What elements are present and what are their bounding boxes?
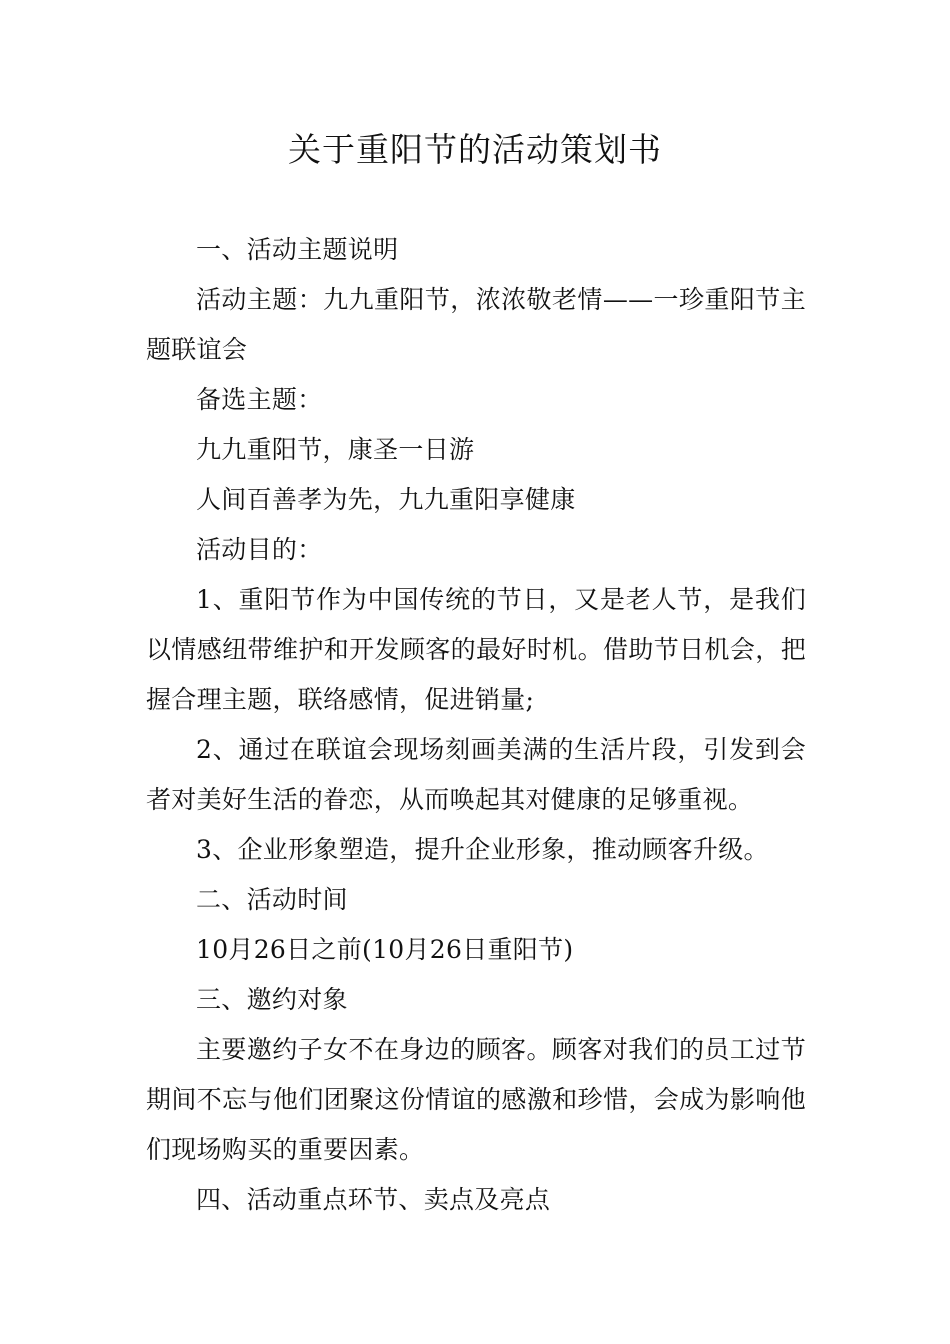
paragraph-time: 10月26日之前(10月26日重阳节) (196, 935, 574, 964)
document-body (146, 225, 806, 1225)
paragraph-purpose-2: 2、通过在联谊会现场刻画美满的生活片段，引发到会者对美好生活的眷恋，从而唤起其对健康的足够重视。 (146, 735, 806, 814)
paragraph-alt-theme-1: 九九重阳节，康圣一日游 (196, 435, 475, 464)
heading-activity-theme: 一、活动主题说明 (196, 235, 399, 264)
heading-key-points: 四、活动重点环节、卖点及亮点 (196, 1185, 551, 1214)
paragraph-purpose-3: 3、企业形象塑造，提升企业形象，推动顾客升级。 (196, 835, 769, 864)
heading-activity-time: 二、活动时间 (196, 885, 348, 914)
paragraph-main-theme: 活动主题：九九重阳节，浓浓敬老情——一珍重阳节主题联谊会 (146, 285, 806, 364)
paragraph-invitees: 主要邀约子女不在身边的顾客。顾客对我们的员工过节期间不忘与他们团聚这份情谊的感激和珍惜，会成为影响他们现场购买的重要因素。 (146, 1035, 806, 1164)
paragraph-alt-theme-2: 人间百善孝为先，九九重阳享健康 (196, 485, 576, 514)
paragraph-purpose-label: 活动目的： (196, 535, 323, 564)
document-title: 关于重阳节的活动策划书 (288, 130, 662, 169)
heading-invitees: 三、邀约对象 (196, 985, 348, 1014)
paragraph-purpose-1: 1、重阳节作为中国传统的节日，又是老人节，是我们以情感纽带维护和开发顾客的最好时机。借助节日机会，把握合理主题，联络感情，促进销量; (146, 585, 806, 714)
paragraph-alt-theme-label: 备选主题： (196, 385, 323, 414)
